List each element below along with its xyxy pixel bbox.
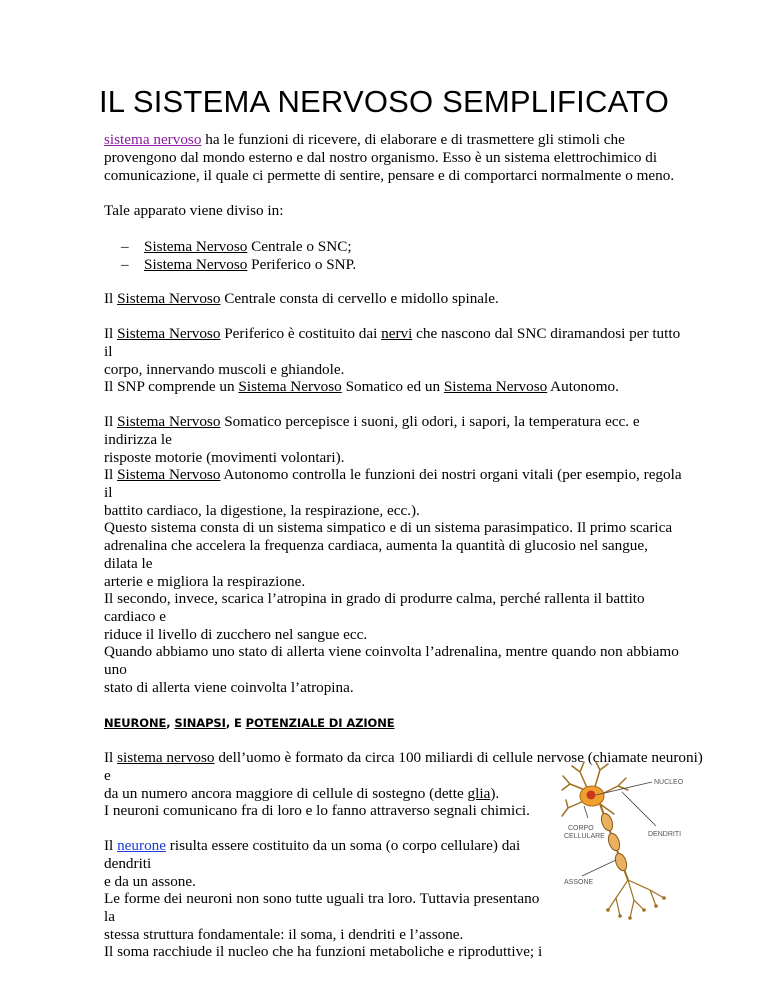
paragraph-neurone [104, 837, 554, 891]
label-nucleo: NUCLEO [654, 779, 684, 786]
text-span: stato di allerta viene coinvolta l’atropina. [104, 679, 354, 696]
heading-link-neurone[interactable]: NEURONE [104, 716, 167, 730]
text-span: da un numero ancora maggiore di cellule di sostegno (dette [104, 785, 468, 802]
underlined-term: glia [467, 785, 491, 802]
page-title: IL SISTEMA NERVOSO SEMPLIFICATO [98, 84, 670, 119]
paragraph-forme [104, 890, 554, 944]
text-span: adrenalina che accelera la frequenza cardiaca, aumenta la quantità di glucosio nel sangue, dilata le [104, 537, 648, 572]
text-span: Il [104, 290, 118, 307]
text-span: Periferico o SNP. [247, 256, 357, 273]
text-line: Il soma racchiude il nucleo che ha funzioni metaboliche e riproduttive; i [104, 943, 543, 960]
neurone-link[interactable]: neurone [117, 837, 166, 854]
text-span: risposte motorie (movimenti volontari). [104, 449, 345, 466]
text-span: Quando abbiamo uno stato di allerta viene coinvolta l’adrenalina, mentre quando non abbiamo uno [104, 643, 679, 678]
text-span: ha le funzioni di ricevere, di elaborare e di trasmettere gli stimoli che [201, 131, 625, 148]
section-heading [104, 716, 395, 730]
text-line: I neuroni comunicano fra di loro e lo fanno attraverso segnali chimici. [104, 802, 530, 819]
text-span: corpo, innervando muscoli e ghiandole. [104, 361, 345, 378]
text-span: battito cardiaco, la digestione, la respirazione, ecc.). [104, 502, 420, 519]
underlined-term: Sistema Nervoso [144, 256, 248, 273]
text-span: comunicazione, il quale ci permette di sentire, pensare e di comportarci normalmente o meno. [104, 167, 675, 184]
paragraph-parasimpatico [104, 590, 684, 644]
text-span: Autonomo controlla le funzioni dei nostri organi vitali (per esempio, regola il [104, 466, 682, 501]
text-span: ). [490, 785, 500, 802]
text-span: riduce il livello di zucchero nel sangue ecc. [104, 626, 368, 643]
paragraph-snp-parts [104, 378, 684, 396]
underlined-term: Sistema Nervoso [117, 325, 221, 342]
label-corpo: CORPO [568, 825, 594, 832]
paragraph-allerta [104, 643, 684, 697]
paragraph-comunicazione [104, 802, 554, 820]
heading-link-sinapsi[interactable]: SINAPSI [174, 716, 226, 730]
label-assone: ASSONE [564, 879, 594, 886]
underlined-term: Sistema Nervoso [117, 413, 221, 430]
nucleus-shape [587, 791, 596, 800]
paragraph-somatico [104, 413, 684, 467]
text-span: Il [104, 413, 118, 430]
underlined-term: Sistema Nervoso [144, 238, 248, 255]
paragraph-snc [104, 290, 684, 308]
paragraph-intro [104, 131, 684, 185]
text-span: dell’uomo è formato da circa 100 miliardi di cellule nervose (chiamate neuroni) e [104, 749, 703, 784]
text-span: Il [104, 325, 118, 342]
label-dendriti: DENDRITI [648, 831, 682, 838]
text-span: Il [104, 466, 118, 483]
dash-bullet: – [121, 256, 129, 273]
sistema-nervoso-link[interactable]: sistema nervoso [104, 131, 202, 148]
underlined-term: Sistema Nervoso [117, 466, 221, 483]
paragraph-snp [104, 325, 684, 379]
text-span: che nascono dal SNC diramandosi per tutto il [104, 325, 681, 360]
text-span: , E [225, 716, 246, 730]
underlined-term: nervi [381, 325, 413, 342]
text-span: , [166, 716, 175, 730]
underlined-term: Sistema Nervoso [238, 378, 342, 395]
axon [599, 804, 629, 880]
underlined-term: sistema nervoso [117, 749, 215, 766]
dash-bullet: – [121, 238, 129, 255]
text-span: Questo sistema consta di un sistema simpatico e di un sistema parasimpatico. Il primo scarica [104, 519, 673, 536]
text-span: Autonomo. [547, 378, 619, 395]
list-item [121, 238, 710, 256]
text-span: e da un assone. [104, 873, 196, 890]
text-line: Tale apparato viene diviso in: [104, 202, 284, 219]
paragraph-simpatico [104, 519, 684, 591]
paragraph-division [104, 202, 684, 220]
text-span: stessa struttura fondamentale: il soma, i dendriti e l’assone. [104, 926, 464, 943]
text-span: Periferico è costituito dai [220, 325, 382, 342]
text-span: Il secondo, invece, scarica l’atropina in grado di produrre calma, perché rallenta il battito cardiaco e [104, 590, 645, 625]
paragraph-soma [104, 943, 554, 961]
paragraph-autonomo [104, 466, 684, 520]
heading-link-potenziale[interactable]: POTENZIALE DI AZIONE [245, 716, 395, 730]
text-span: provengono dal mondo esterno e dal nostro organismo. Esso è un sistema elettrochimico di [104, 149, 658, 166]
underlined-term: Sistema Nervoso [443, 378, 548, 395]
text-span: arterie e migliora la respirazione. [104, 573, 306, 590]
text-span: Centrale o SNC; [247, 238, 352, 255]
text-span: Le forme dei neuroni non sono tutte uguali tra loro. Tuttavia presentano la [104, 890, 540, 925]
text-span: Centrale consta di cervello e midollo spinale. [220, 290, 499, 307]
label-cellulare: CELLULARE [564, 833, 605, 840]
text-span: risulta essere costituito da un soma (o corpo cellulare) dai dendriti [104, 837, 521, 872]
division-list [121, 238, 710, 274]
text-span: Il SNP comprende un [104, 378, 239, 395]
text-span: Somatico ed un [341, 378, 444, 395]
neuron-diagram-image [560, 760, 695, 925]
text-span: Somatico percepisce i suoni, gli odori, i sapori, la temperatura ecc. e indirizza le [104, 413, 640, 448]
list-item [121, 256, 710, 274]
axon-terminals [608, 880, 664, 918]
underlined-term: Sistema Nervoso [117, 290, 221, 307]
text-span: Il [104, 837, 118, 854]
text-span: Il [104, 749, 118, 766]
